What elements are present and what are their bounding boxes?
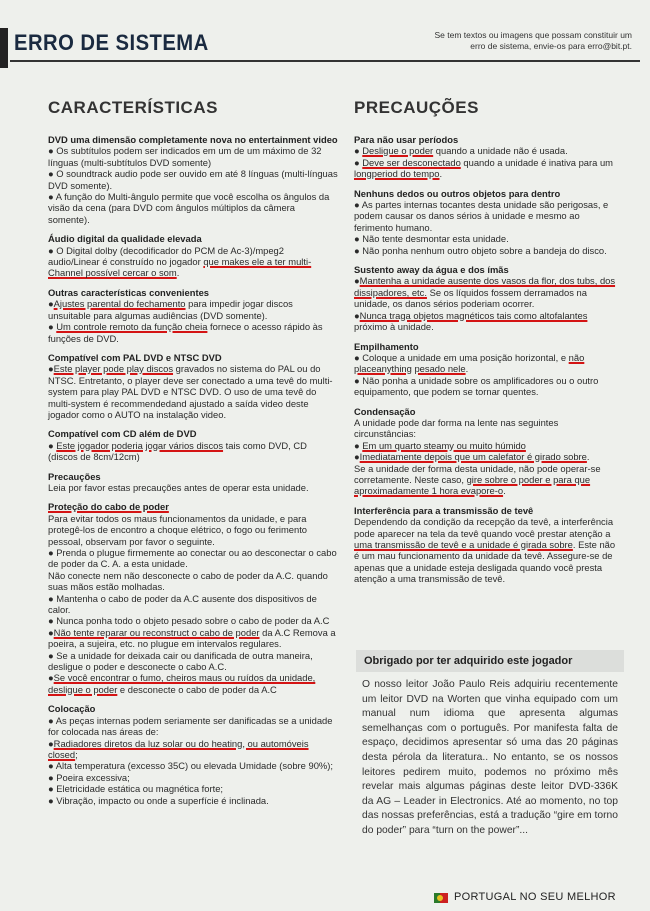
text-line <box>48 760 338 771</box>
text-run: ● Não ponha nenhum outro objeto sobre a bandeja do disco. <box>354 244 607 256</box>
text-run: ● Mantenha o cabo de poder da A.C ausente dos dispositivos de calor. <box>48 592 317 616</box>
text-run: da A.C Remova a poeira, a sujeira, etc. no plugue em intervalos regulares. <box>48 626 336 650</box>
text-run: tais como DVD, CD (discos de 8cm/12cm) <box>48 439 307 463</box>
footer-slogan: PORTUGAL NO SEU MELHOR <box>454 891 616 903</box>
text-line <box>354 352 620 375</box>
header-accent-bar <box>0 28 8 68</box>
text-run: ● <box>48 298 54 310</box>
text-run: ● Não ponha a unidade sobre os amplificadores ou o outro equipamento, que podem se tornar quentes. <box>354 374 599 398</box>
text-line <box>48 321 338 344</box>
text-line <box>48 363 338 420</box>
text-run: . <box>503 485 506 497</box>
underlined-phrase: gire sobre o poder e para que aproximadamente 1 hora evapore-o <box>354 473 591 497</box>
text-line <box>48 627 338 650</box>
paragraph-block <box>354 188 620 256</box>
text-line <box>48 615 338 626</box>
text-run: próximo à unidade. <box>354 321 434 333</box>
underlined-phrase: Ajustes parental do fechamento <box>53 298 186 310</box>
text-line <box>48 547 338 570</box>
precautions-list <box>354 134 620 585</box>
paragraph-block <box>354 341 620 398</box>
block-title: Empilhamento <box>354 340 419 352</box>
box-title: Obrigado por ter adquirido este jogador <box>356 650 624 672</box>
left-column <box>48 98 338 814</box>
text-line <box>48 191 338 225</box>
underlined-phrase: longperiod do tempo <box>354 168 440 180</box>
underlined-phrase: Não tente reparar ou reconstruct o cabo de poder <box>53 626 260 638</box>
block-title: Proteção do cabo de poder <box>48 501 169 513</box>
text-run: ● Se a unidade for deixada cair ou danificada de outra maneira, desligue o poder e desconecte o cabo A.C. <box>48 649 313 673</box>
paragraph-block <box>354 406 620 497</box>
text-run: ● Eletricidade estática ou magnética forte; <box>48 783 224 795</box>
text-run: ● Nunca ponha todo o objeto pesado sobre o cabo de poder da A.C <box>48 615 330 627</box>
text-line <box>48 650 338 673</box>
text-line <box>48 168 338 191</box>
underlined-phrase: Deve ser desconectado <box>362 156 461 168</box>
text-line <box>48 482 338 493</box>
text-run: Leia por favor estas precauções antes de operar esta unidade. <box>48 481 309 493</box>
underlined-phrase: uma transmissão de tevê e a unidade é girada sobre <box>354 539 573 550</box>
text-line <box>354 145 620 156</box>
text-run: ● <box>354 145 363 157</box>
text-line <box>48 772 338 783</box>
text-run: . <box>439 168 443 180</box>
precautions-heading: PRECAUÇÕES <box>354 98 479 117</box>
text-line <box>354 233 620 244</box>
paragraph-block <box>48 352 338 420</box>
paragraph-block <box>354 505 620 585</box>
text-run: ; <box>75 748 78 760</box>
paragraph-block <box>48 287 338 344</box>
text-run: quando a unidade é inativa para um <box>460 156 613 168</box>
text-run: ● <box>354 275 360 287</box>
text-line <box>354 375 620 398</box>
text-line <box>48 298 338 321</box>
characteristics-list <box>48 134 338 806</box>
block-title: Precauções <box>48 470 101 482</box>
text-line <box>48 570 338 593</box>
text-line <box>354 310 620 333</box>
text-run: A unidade pode dar forma na lente nas seguintes circunstâncias: <box>354 416 559 440</box>
text-line <box>48 145 338 168</box>
block-title: Outras características convenientes <box>48 286 210 298</box>
text-line <box>354 275 620 309</box>
text-run: ● A função do Multi-ângulo permite que você escolha os ângulos da visão da cena (para DVD com ângulos múltiplos da câmera somente). <box>48 191 330 225</box>
block-title: Interferência para a transmissão de tevê <box>354 504 534 516</box>
text-run: ● <box>48 626 54 638</box>
paragraph-block <box>354 264 620 332</box>
text-run: . <box>176 267 180 279</box>
text-run: quando a unidade não é usada. <box>433 145 568 157</box>
paragraph-block <box>48 501 338 695</box>
paragraph-block <box>48 428 338 462</box>
text-run: ● Prenda o plugue firmemente ao conectar ou ao desconectar o cabo de poder da C. A. a esta unidade. <box>48 547 337 570</box>
block-title: Para não usar períodos <box>354 134 459 145</box>
underlined-phrase: Este jogador poderia jogar vários discos <box>56 439 224 451</box>
text-run: ● <box>48 321 57 333</box>
text-line <box>48 738 338 761</box>
text-run: ● As partes internas tocantes desta unidade são perigosas, e podem causar os danos sérios à unidade e mesmo ao ferimento humano. <box>354 199 609 233</box>
text-line <box>48 672 338 695</box>
thank-you-box <box>356 650 624 880</box>
block-title: Condensação <box>354 405 416 417</box>
paragraph-block <box>48 471 338 494</box>
text-run: ● Alta temperatura (excesso 35C) ou elevada Umidade (sobre 90%); <box>48 760 333 772</box>
text-run: gravados no sistema do PAL ou do NTSC. Entretanto, o player deve ser conectado a uma tevê do multi-system para play PAL DVD e NTSC DVD. O uso de uma tevê do multi-system é recommendedand ajustado a saída video deste jogador como o AUTO na instalação video. <box>48 363 333 420</box>
text-line <box>354 516 620 584</box>
text-run: ● O Digital dolby (decodificador do PCM de Ac-3)/mpeg2 audio/Linear é construído no jogador <box>48 244 284 268</box>
text-line <box>48 783 338 794</box>
text-line <box>48 715 338 738</box>
flag-emblem <box>437 895 443 901</box>
header-divider <box>10 60 640 62</box>
text-run: ● Os subtítulos podem ser indicados em um de um máximo de 32 línguas (multi-subtítulos DVD somente) <box>48 145 322 168</box>
text-run: fornece o acesso rápido às funções de DVD. <box>48 321 323 344</box>
submission-note: Se tem textos ou imagens que possam constituir um erro de sistema, envie-os para erro@bit.pt. <box>434 30 632 51</box>
text-run: Não conecte nem não desconecte o cabo de poder da A.C. quando suas mãos estão molhadas. <box>48 569 328 593</box>
underlined-phrase: Em um quarto steamy ou muito húmido <box>362 439 526 451</box>
block-title: Compatível com PAL DVD e NTSC DVD <box>48 351 222 363</box>
underlined-phrase: Nunca traga objetos magnéticos tais como altofalantes <box>359 309 588 321</box>
text-run: ● Não tente desmontar esta unidade. <box>354 233 509 245</box>
text-line <box>354 157 620 180</box>
characteristics-heading: CARACTERÍSTICAS <box>48 98 218 117</box>
block-title: Compatível com CD além de DVD <box>48 428 197 440</box>
paragraph-block <box>354 134 620 180</box>
underlined-phrase: Se você encontrar o fumo, cheiros maus ou ruídos da unidade, desligue o poder <box>48 672 316 695</box>
text-line <box>354 199 620 233</box>
block-title: Colocação <box>48 703 96 715</box>
text-run: ● <box>48 439 57 451</box>
text-run: . <box>465 363 469 375</box>
text-run: ● <box>354 156 363 168</box>
text-line <box>48 795 338 806</box>
text-run: . Este não é um mau funcionamento da unidade da tevê. Assegure-se de apenas que a unidade esteja desligada quando você presta atenção a uma transmissão de tevê. <box>354 539 616 585</box>
text-line <box>48 245 338 279</box>
underlined-phrase: Mantenha a unidade ausente dos vasos da flor, dos tubs, dos dissipadores, etc. <box>354 275 616 298</box>
text-run: e desconecte o cabo de poder da A.C <box>117 683 277 695</box>
block-title: Nenhuns dedos ou outros objetos para dentro <box>354 187 561 199</box>
underlined-phrase: Este player pode play discos <box>53 363 174 375</box>
underlined-phrase: Um controle remoto da função cheia <box>56 321 208 333</box>
text-line <box>354 245 620 256</box>
text-run: ● <box>48 737 54 749</box>
box-text: O nosso leitor João Paulo Reis adquiriu recentemente um leitor DVD na Worten que vinha equipado com um manual num idioma que apresenta algumas semelhanças com o português. Por manifesta falta de espaço, decidimos apresentar só uma das 20 páginas desta pérola da literatura.. No entanto, se os nossos leitores pedirem muito, podemos no próximo mês revelar mais algumas páginas deste leitor DVD-336K da AG – Leader in Electronics. Até ao momento, no top das nossas preferências, está a tradução “gire em torno do poder” para “turn on the power”... <box>362 679 618 836</box>
paragraph-block <box>48 233 338 279</box>
text-line <box>48 513 338 547</box>
paragraph-block <box>48 703 338 806</box>
text-run: ● O soundtrack audio pode ser ouvido em até 8 línguas (multi-línguas DVD somente). <box>48 168 338 191</box>
text-run: ● As peças internas podem seriamente ser danificadas se a unidade for colocada nas áreas de: <box>48 714 333 738</box>
text-run: ● <box>48 363 54 375</box>
text-run: ● Coloque a unidade em uma posição horizontal, e <box>354 351 569 363</box>
portugal-flag-icon <box>434 893 448 903</box>
text-run: ● <box>354 309 360 321</box>
section-title: ERRO DE SISTEMA <box>14 30 209 55</box>
block-title: Sustento away da água e dos ímãs <box>354 264 509 276</box>
underlined-phrase: Radiadores diretos da luz solar ou do heating, ou automóveis closed <box>48 737 309 760</box>
text-run: ● Poeira excessiva; <box>48 771 130 783</box>
text-line <box>354 440 620 451</box>
text-run: para impedir jogar discos unsuitable para algumas audiências (DVD somente). <box>48 298 293 321</box>
right-column <box>354 98 620 593</box>
text-run: Se a unidade der forma desta unidade, não pode operar-se corretamente. Neste caso, <box>354 462 601 485</box>
underlined-phrase: não placeanything pesado nele <box>354 351 585 375</box>
text-run: ● Vibração, impacto ou onde a superfície é inclinada. <box>48 794 269 806</box>
underlined-phrase: que makes ele a ter multi-Channel possível cercar o som <box>48 256 312 279</box>
text-run: ● <box>48 672 54 684</box>
text-run: Dependendo da condição da recepção da tevê, a interferência pode aparecer na tela da tevê quando você prestar atenção a <box>354 516 614 539</box>
text-line <box>48 593 338 616</box>
text-line <box>354 463 620 497</box>
text-line <box>354 417 620 440</box>
text-run: ● <box>354 439 363 451</box>
underlined-phrase: Desligue o poder <box>362 145 434 157</box>
underlined-phrase: Imediatamente depois que um calefator é girado sobre <box>359 451 587 463</box>
block-title: DVD uma dimensão completamente nova no entertainment video <box>48 134 338 145</box>
text-line <box>48 440 338 463</box>
block-title: Áudio digital da qualidade elevada <box>48 233 202 245</box>
text-run: Para evitar todos os maus funcionamentos da unidade, e para protegê-los de encontro a choque elétrico, o fogo ou ferimento pessoal, observam por favor o seguinte. <box>48 512 308 547</box>
text-run: Se os líquidos fossem derramados na unidade, os danos sérios poderiam ocorrer. <box>354 286 587 310</box>
text-line <box>354 451 620 462</box>
text-run: . <box>586 451 590 463</box>
text-run: ● <box>354 451 360 463</box>
paragraph-block <box>48 134 338 225</box>
